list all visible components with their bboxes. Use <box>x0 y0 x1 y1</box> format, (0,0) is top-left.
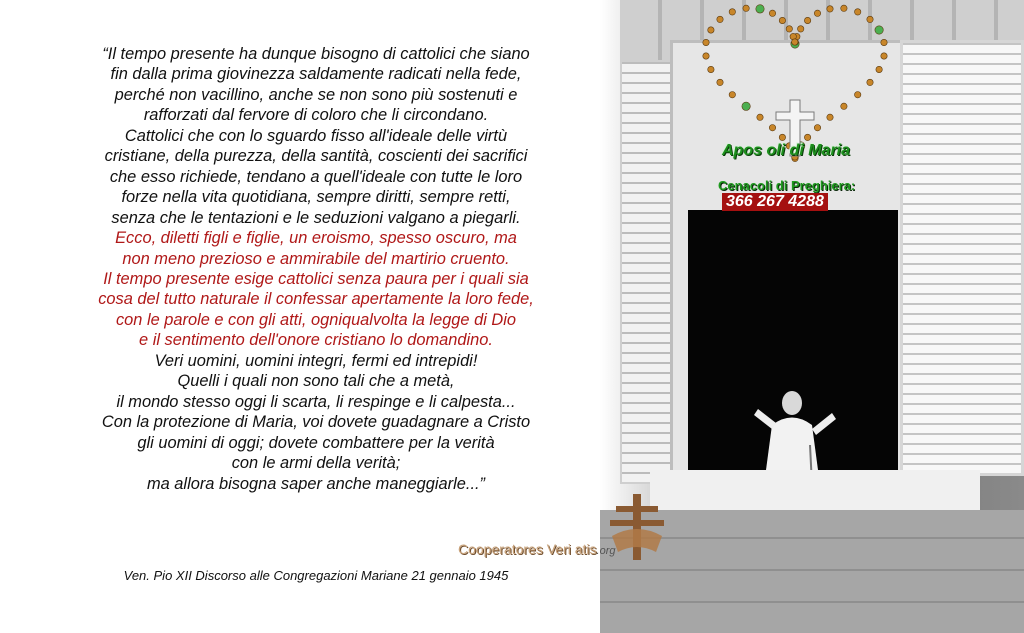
rosary-bead <box>867 16 873 22</box>
right-shutter <box>900 40 1024 476</box>
rosary-bead <box>757 114 763 120</box>
quote-attribution: Ven. Pio XII Discorso alle Congregazioni Mariane 21 gennaio 1945 <box>123 568 509 583</box>
quote-line: con le armi della verità; <box>231 454 401 473</box>
quote-line: che esso richiede, tendano a quell'ideale con tutte le loro <box>109 167 523 186</box>
cooperatores-logo-text <box>458 541 616 557</box>
rosary-bead <box>729 9 735 15</box>
quote-line: senza che le tentazioni e le seduzioni valgano a piegarli. <box>111 208 521 227</box>
rosary-bead <box>855 9 861 15</box>
rosary-bead <box>841 103 847 109</box>
quote-line: Ecco, diletti figli e figlie, un eroismo, spesso oscuro, ma <box>115 229 517 248</box>
quote-line: perché non vacillino, anche se non sono più sostenuti e <box>114 85 518 104</box>
rosary-bead <box>729 92 735 98</box>
rosary-bead <box>798 26 804 32</box>
rosary-bead <box>827 114 833 120</box>
rosary-bead <box>814 125 820 131</box>
quote-line: “Il tempo presente ha dunque bisogno di cattolici che siano <box>102 45 530 63</box>
rosary-bead <box>756 5 764 13</box>
quote-line: il mondo stesso oggi li scarta, li respinge e li calpesta... <box>116 392 516 411</box>
logo-name: Cooperatores Veri atis <box>458 541 597 557</box>
rosary-bead <box>875 26 883 34</box>
quote-line: cosa del tutto naturale il confessar apertamente la loro fede, <box>98 290 534 309</box>
logo-tld: .org <box>596 545 616 557</box>
quote-line: forze nella vita quotidiana, sempre diritti, sempre retti, <box>121 188 511 207</box>
rosary-bead <box>804 134 810 140</box>
quote-line: fin dalla prima giovinezza saldamente radicati nella fede, <box>110 65 522 84</box>
rosary-bead <box>876 66 882 72</box>
phone-number: 366 267 4288 <box>722 193 828 211</box>
rosary-bead <box>717 79 723 85</box>
rosary-bead <box>708 66 714 72</box>
quote-line: Veri uomini, uomini integri, fermi ed intrepidi! <box>154 351 478 370</box>
rosary-bead <box>881 39 887 45</box>
quote-line: e il sentimento dell'onore cristiano lo domandino. <box>139 331 493 350</box>
rosary-bead <box>703 39 709 45</box>
rosary-bead <box>703 53 709 59</box>
rosary-bead <box>792 39 798 45</box>
quote-text <box>16 44 616 494</box>
quote-line: Quelli i quali non sono tali che a metà, <box>177 372 455 391</box>
apostoli-di-maria-title: Apos oli di Maria <box>722 142 851 159</box>
rosary-bead <box>717 16 723 22</box>
rosary-bead <box>786 26 792 32</box>
quote-line: gli uomini di oggi; dovete combattere per la verità <box>137 433 495 452</box>
rosary-bead <box>743 5 749 11</box>
quote-line: rafforzati dal fervore di coloro che li circondano. <box>143 106 489 125</box>
quote-line: non meno prezioso e ammirabile del martirio cruento. <box>122 249 510 268</box>
rosary-bead <box>881 53 887 59</box>
window-sill <box>650 470 980 514</box>
cenacoli-subtitle: Cenacoli di Preghiera: <box>718 178 856 193</box>
rosary-bead <box>779 17 785 23</box>
rosary-bead <box>855 92 861 98</box>
quote-line: con le parole e con gli atti, ogniqualvolta la legge di Dio <box>115 310 516 329</box>
quote-line: cristiane, della purezza, della santità, coscienti dei sacrifici <box>104 147 528 166</box>
rosary-bead <box>804 17 810 23</box>
rosary-bead <box>779 134 785 140</box>
quote-line: Con la protezione di Maria, voi dovete guadagnare a Cristo <box>101 413 531 432</box>
rosary-bead <box>867 79 873 85</box>
rosary-bead <box>769 125 775 131</box>
rosary-bead <box>827 6 833 12</box>
rosary-bead <box>708 27 714 33</box>
quote-line: Il tempo presente esige cattolici senza paura per i quali sia <box>103 269 529 288</box>
rosary-bead <box>769 10 775 16</box>
rosary-bead <box>814 10 820 16</box>
rosary-bead <box>742 102 750 110</box>
quote-line: Cattolici che con lo sguardo fisso all'ideale delle virtù <box>124 126 508 145</box>
quote-line: ma allora bisogna saper anche maneggiarle...” <box>146 474 486 493</box>
rosary-bead <box>841 5 847 11</box>
